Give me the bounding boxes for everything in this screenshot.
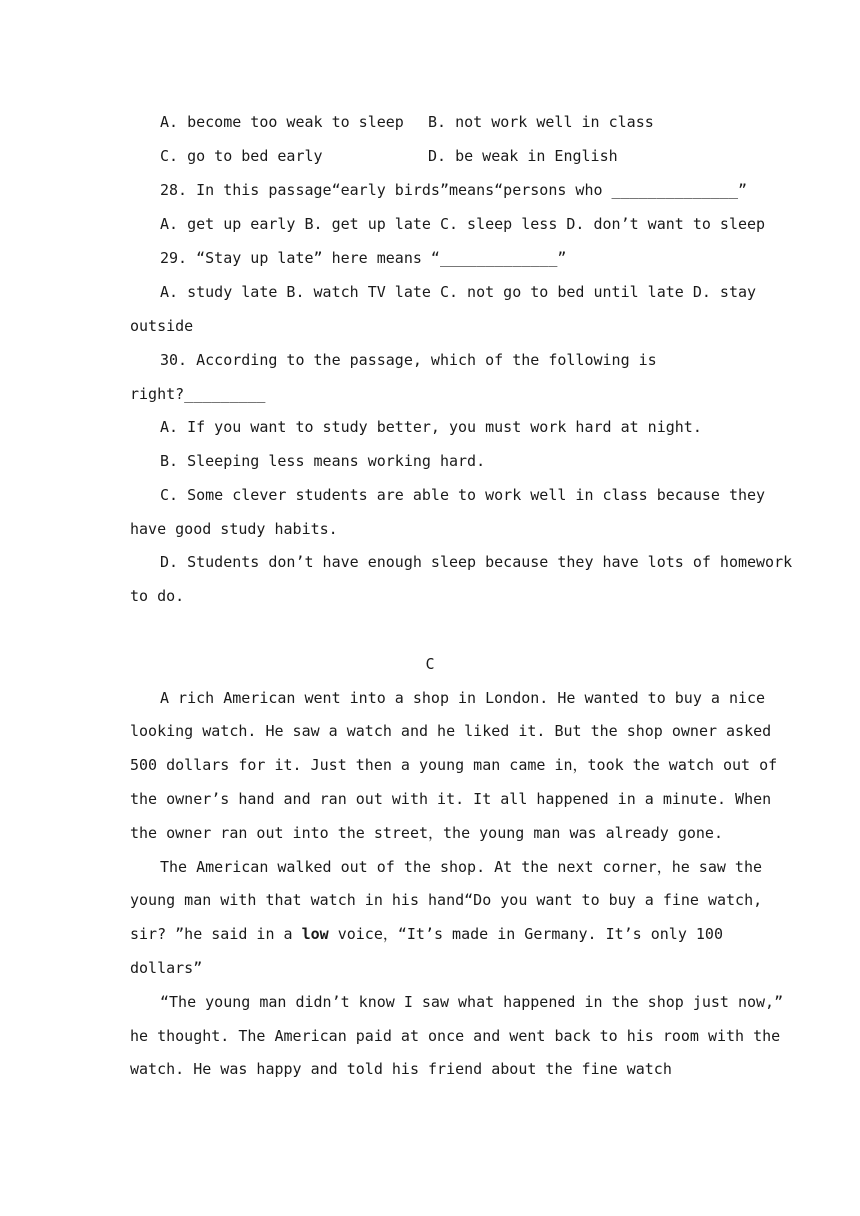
q30-option-a: A. If you want to study better, you must work hard at night.	[160, 418, 702, 436]
passage-p3-line-3: watch. He was happy and told his friend about the fine watch	[130, 1060, 672, 1078]
q27-options-row-2	[160, 146, 730, 166]
passage-p2-line-2: young man with that watch in his hand“Do you want to buy a fine watch,	[130, 891, 763, 909]
passage-p2-line-3	[130, 924, 730, 944]
passage-p2-line-3-end: voice，“It’s made in Germany. It’s only 100	[328, 925, 723, 943]
q30-option-b: B. Sleeping less means working hard.	[160, 452, 486, 470]
q27-options-row-1	[160, 112, 730, 132]
q30-question-line-1: 30. According to the passage, which of the following is	[160, 351, 657, 369]
section-heading: C	[425, 655, 435, 673]
q30-option-d-line-1: D. Students don’t have enough sleep because they have lots of homework	[160, 553, 793, 571]
emphasized-word: low	[301, 925, 329, 943]
passage-p1-line-3: 500 dollars for it. Just then a young man came in，took the watch out of	[130, 756, 778, 774]
q28-question: 28. In this passage“early birds”means“persons who ______________”	[160, 181, 747, 199]
passage-p2-line-4: dollars”	[130, 959, 203, 977]
passage-p3-line-1: “The young man didn’t know I saw what happened in the shop just now,”	[160, 993, 784, 1011]
q29-question: 29. “Stay up late” here means “_____________”	[160, 249, 567, 267]
q30-option-c-line-1: C. Some clever students are able to work well in class because they	[160, 486, 766, 504]
q27-option-b: B. not work well in class	[428, 113, 654, 131]
q29-options-line-2: outside	[130, 317, 194, 335]
passage-p1-line-2: looking watch. He saw a watch and he liked it. But the shop owner asked	[130, 722, 772, 740]
q30-option-c-line-2: have good study habits.	[130, 520, 338, 538]
passage-p2-line-3-start: sir? ”he said in a	[130, 925, 302, 943]
q30-option-d-line-2: to do.	[130, 587, 185, 605]
q30-question-line-2: right?_________	[130, 385, 266, 403]
q27-option-c: C. go to bed early	[160, 147, 323, 165]
q27-option-d: D. be weak in English	[428, 147, 618, 165]
passage-p1-line-4: the owner’s hand and ran out with it. It all happened in a minute. When	[130, 790, 772, 808]
passage-p2-line-1: The American walked out of the shop. At the next corner，he saw the	[160, 858, 762, 876]
q27-option-a: A. become too weak to sleep	[160, 113, 404, 131]
passage-p1-line-1: A rich American went into a shop in London. He wanted to buy a nice	[160, 689, 766, 707]
q29-options-line-1: A. study late B. watch TV late C. not go to bed until late D. stay	[160, 283, 757, 301]
passage-p3-line-2: he thought. The American paid at once and went back to his room with the	[130, 1027, 781, 1045]
q28-options: A. get up early B. get up late C. sleep less D. don’t want to sleep	[160, 215, 766, 233]
passage-p1-line-5: the owner ran out into the street，the young man was already gone.	[130, 824, 723, 842]
